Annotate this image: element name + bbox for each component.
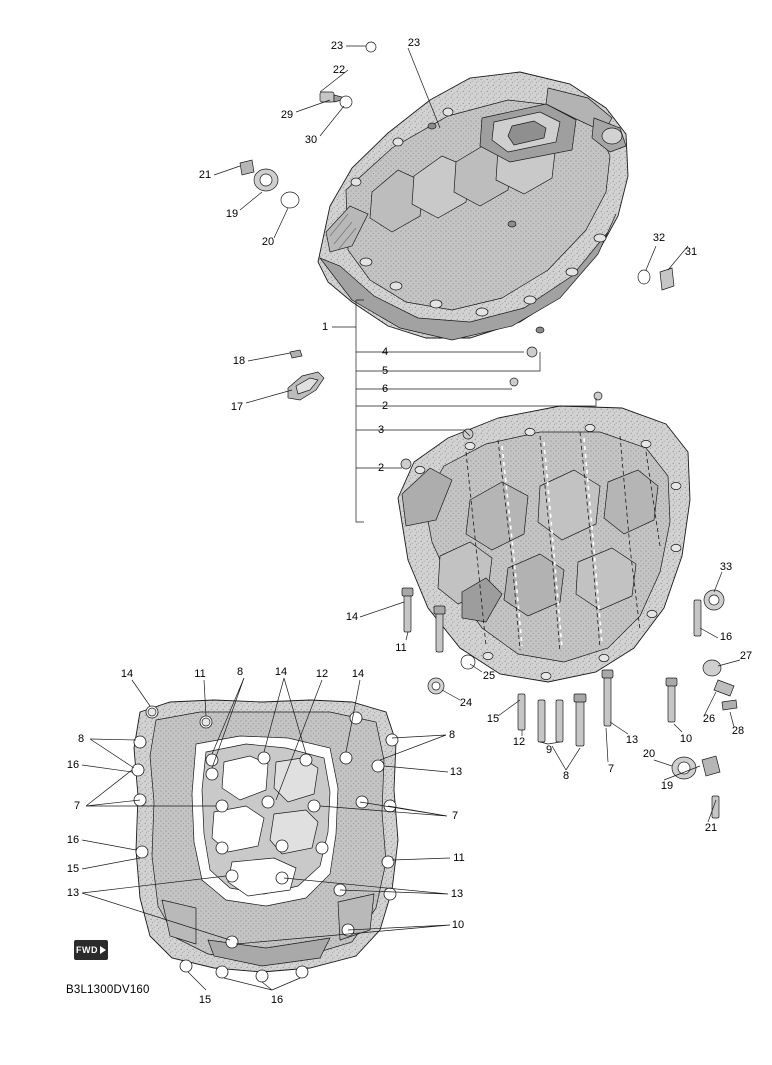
callout-12-a: 12 <box>315 668 329 680</box>
callout-16-a: 16 <box>719 631 733 643</box>
callout-15-a: 15 <box>486 713 500 725</box>
callout-5: 5 <box>381 365 389 377</box>
callout-8-b: 8 <box>77 733 85 745</box>
callout-7-b: 7 <box>73 800 81 812</box>
callout-30: 30 <box>304 134 318 146</box>
callout-23-a: 23 <box>330 40 344 52</box>
callout-13-b: 13 <box>449 766 463 778</box>
callout-14-a: 14 <box>345 611 359 623</box>
callout-19-a: 19 <box>225 208 239 220</box>
callout-20-a: 20 <box>261 236 275 248</box>
callout-15-b: 15 <box>66 863 80 875</box>
callout-17: 17 <box>230 401 244 413</box>
callout-18: 18 <box>232 355 246 367</box>
callout-8-c: 8 <box>448 729 456 741</box>
callout-21-a: 21 <box>198 169 212 181</box>
callout-31: 31 <box>684 246 698 258</box>
callout-9: 9 <box>545 744 553 756</box>
fwd-label: FWD <box>76 945 98 955</box>
callout-13-c: 13 <box>66 887 80 899</box>
callout-11-a: 11 <box>395 642 407 654</box>
callout-1: 1 <box>321 321 329 333</box>
callout-7-c: 7 <box>451 810 459 822</box>
callout-2-a: 2 <box>381 400 389 412</box>
callout-25: 25 <box>482 670 496 682</box>
callout-16-d: 16 <box>270 994 284 1006</box>
callout-14-b: 14 <box>120 668 134 680</box>
callout-11-c: 11 <box>453 852 465 864</box>
callout-14-c: 14 <box>274 666 288 678</box>
callout-23-b: 23 <box>407 37 421 49</box>
fwd-direction-badge <box>74 940 108 960</box>
callout-16-b: 16 <box>66 759 80 771</box>
callout-28: 28 <box>731 725 745 737</box>
callout-3: 3 <box>377 424 385 436</box>
callout-13-d: 13 <box>450 888 464 900</box>
callout-11-b: 11 <box>194 668 206 680</box>
callout-10-b: 10 <box>451 919 465 931</box>
callout-13-a: 13 <box>625 734 639 746</box>
callout-15-c: 15 <box>198 994 212 1006</box>
callout-29: 29 <box>280 109 294 121</box>
callout-32: 32 <box>652 232 666 244</box>
callout-8-a: 8 <box>236 666 244 678</box>
callout-6: 6 <box>381 383 389 395</box>
callout-26: 26 <box>702 713 716 725</box>
callout-27: 27 <box>739 650 753 662</box>
callout-20-b: 20 <box>642 748 656 760</box>
callout-4: 4 <box>381 346 389 358</box>
callout-19-b: 19 <box>660 780 674 792</box>
callout-33: 33 <box>719 561 733 573</box>
callout-22: 22 <box>332 64 346 76</box>
callout-2-b: 2 <box>377 462 385 474</box>
callout-10-a: 10 <box>679 733 693 745</box>
part-code: B3L1300DV160 <box>66 984 150 996</box>
callout-12-b: 12 <box>512 736 526 748</box>
callout-8-d: 8 <box>562 770 570 782</box>
arrow-right-icon <box>100 946 106 954</box>
callout-14-d: 14 <box>351 668 365 680</box>
callout-24: 24 <box>459 697 473 709</box>
callout-7-a: 7 <box>607 763 615 775</box>
callout-21-b: 21 <box>704 822 718 834</box>
callout-16-c: 16 <box>66 834 80 846</box>
